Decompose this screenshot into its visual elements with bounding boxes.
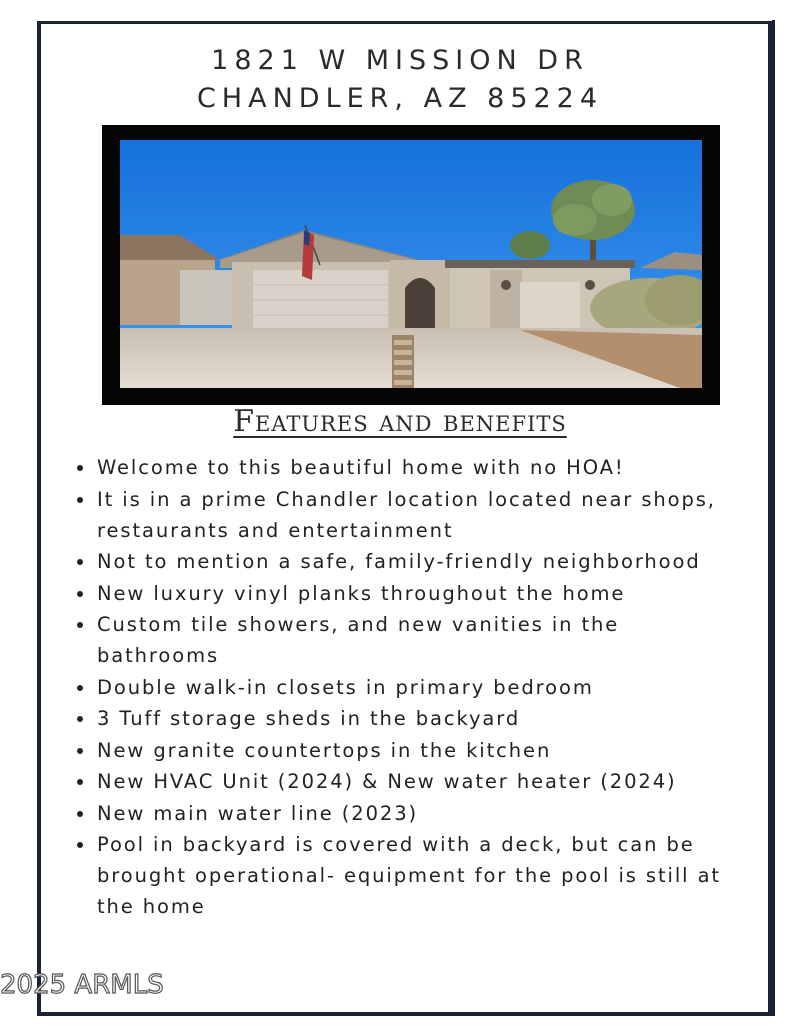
copyright-watermark: 2025 ARMLS	[0, 970, 164, 1000]
features-heading-text: Features and benefits	[233, 404, 567, 439]
house-photo	[120, 140, 702, 388]
list-item: Not to mention a safe, family-friendly neighborhood	[75, 546, 745, 577]
list-item: It is in a prime Chandler location located near shops, restaurants and entertainment	[75, 484, 745, 546]
list-item: Welcome to this beautiful home with no HOA!	[75, 452, 745, 483]
list-item: New granite countertops in the kitchen	[75, 735, 745, 766]
list-item: Pool in backyard is covered with a deck, but can be brought operational- equipment for the pool is still at the home	[75, 829, 745, 922]
list-item: Custom tile showers, and new vanities in the bathrooms	[75, 609, 745, 671]
features-heading	[0, 404, 800, 439]
address-city: CHANDLER, AZ 85224	[196, 83, 604, 114]
list-item: New HVAC Unit (2024) & New water heater (2024)	[75, 766, 745, 797]
list-item: New luxury vinyl planks throughout the home	[75, 578, 745, 609]
list-item: Double walk-in closets in primary bedroom	[75, 672, 745, 703]
property-address	[0, 42, 800, 118]
address-street: 1821 W MISSION DR	[211, 45, 589, 76]
list-item: 3 Tuff storage sheds in the backyard	[75, 703, 745, 734]
list-item: New main water line (2023)	[75, 798, 745, 829]
features-list	[75, 452, 745, 923]
